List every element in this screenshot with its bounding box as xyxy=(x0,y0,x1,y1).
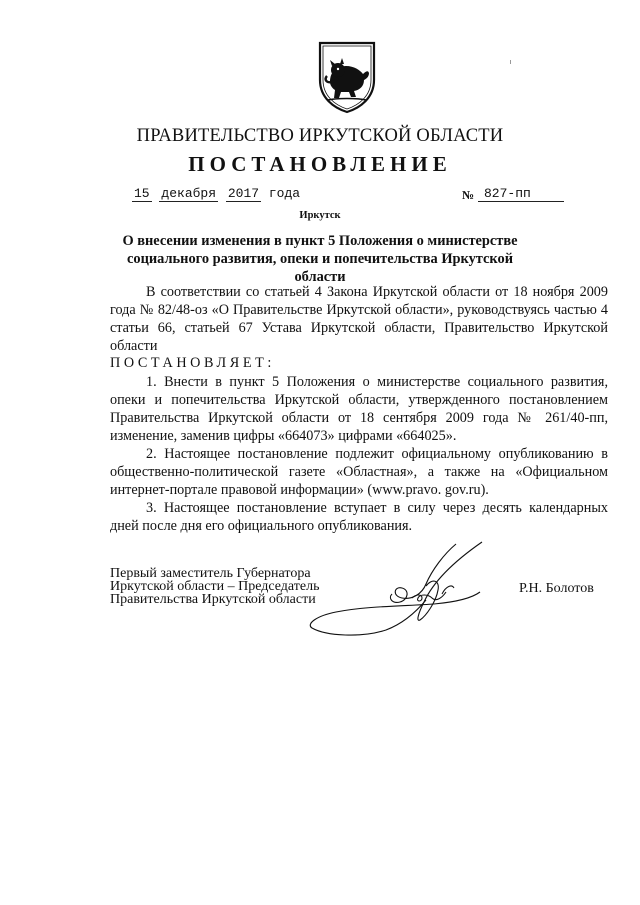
document-type: ПОСТАНОВЛЕНИЕ xyxy=(188,152,452,176)
date-suffix: года xyxy=(268,186,301,201)
title-line-2: социального развития, опеки и попечительства Иркутской области xyxy=(126,251,514,285)
item-1-paragraph xyxy=(110,373,608,445)
handwritten-signature xyxy=(306,540,496,640)
item-2-text: 2. Настоящее постановление подлежит официальному опубликованию в общественно-политической газете «Областная», а также на «Официальном интернет-портале правовой информации» (www.pravo. gov.ru). xyxy=(110,446,608,498)
preamble-text: В соответствии со статьей 4 Закона Иркутской области от 18 ноября 2009 года № 82/48-оз «О Правительстве Иркутской области», руководствуясь частью 4 статьи 66, статьей 67 Устава Иркутской области, Правительство Иркутской области xyxy=(110,284,608,354)
signatory-position xyxy=(110,567,319,606)
document-number: 827-пп xyxy=(478,186,564,202)
city: Иркутск xyxy=(299,210,341,221)
date-month: декабря xyxy=(161,186,217,201)
decree-word: ПОСТАНОВЛЯЕТ: xyxy=(110,355,275,371)
title-line-1: О внесении изменения в пункт 5 Положения о министерстве xyxy=(122,233,518,249)
government-name: ПРАВИТЕЛЬСТВО ИРКУТСКОЙ ОБЛАСТИ xyxy=(136,126,504,146)
number-sign: № xyxy=(462,188,475,202)
position-line-3: Правительства Иркутской области xyxy=(110,592,316,607)
date-day: 15 xyxy=(134,186,150,201)
position-line-1: Первый заместитель Губернатора xyxy=(110,566,311,581)
item-2-paragraph xyxy=(110,445,608,499)
document-title xyxy=(100,232,540,286)
preamble-paragraph xyxy=(110,283,608,355)
item-3-paragraph xyxy=(110,499,608,535)
coat-of-arms-icon xyxy=(316,40,378,114)
position-line-2: Иркутской области – Председатель xyxy=(110,579,320,594)
date-year: 2017 xyxy=(227,186,260,201)
document-date xyxy=(132,186,300,202)
item-1-text: 1. Внести в пункт 5 Положения о министерстве социального развития, опеки и попечительства Иркутской области, утвержденного постановлением Правительства Иркутской области от 18 сентября 2009 года № 261/40-пп, изменение, заменив цифры «664073» цифрами «664025». xyxy=(110,374,608,444)
item-3-text: 3. Настоящее постановление вступает в силу через десять календарных дней после дня его официального опубликования. xyxy=(110,500,608,534)
signatory-name: Р.Н. Болотов xyxy=(519,581,594,596)
scan-speck xyxy=(510,60,515,64)
